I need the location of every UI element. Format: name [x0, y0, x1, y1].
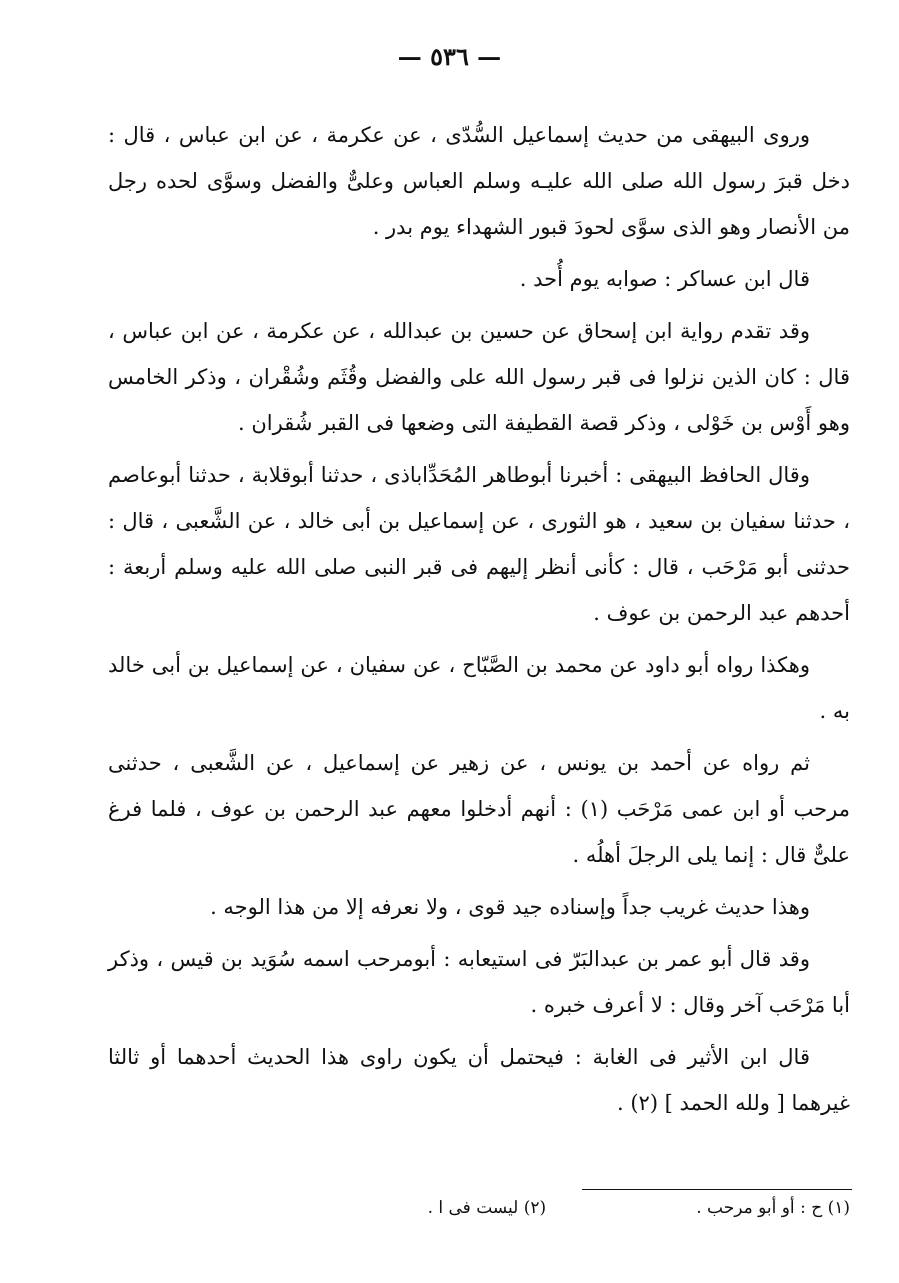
paragraph: وقد تقدم رواية ابن إسحاق عن حسين بن عبدالله ، عن عكرمة ، عن ابن عباس ، قال : كان الذين نزلوا فى قبر رسول الله على والفضل وقُثَم وشُقْران ، وذكر الخامس وهو أَوْس بن خَوْلى ، وذكر قصة القطيفة التى وضعها فى القبر شُقران . — [108, 319, 850, 435]
footnote-divider — [582, 1189, 852, 1190]
footnote: (٢) ليست فى ا . — [427, 1198, 547, 1218]
paragraph: ثم رواه عن أحمد بن يونس ، عن زهير عن إسماعيل ، عن الشَّعبى ، حدثنى مرحب أو ابن عمى مَرْحَب (١) : أنهم أدخلوا معهم عبد الرحمن بن عوف ، فلما فرغ علىٌّ قال : إنما يلى الرجلَ أهلُه . — [108, 751, 850, 867]
paragraph: قال ابن الأثير فى الغابة : فيحتمل أن يكون راوى هذا الحديث أحدهما أو ثالثا غيرهما [ ولله الحمد ] (٢) . — [108, 1045, 850, 1115]
paragraph: وروى البيهقى من حديث إسماعيل السُّدّى ، عن عكرمة ، عن ابن عباس ، قال : دخل قبرَ رسول الله صلى الله عليـه وسلم العباس وعلىٌّ والفضل وسوَّى لحده رجل من الأنصار وهو الذى سوَّى لحودَ قبور الشهداء يوم بدر . — [108, 123, 850, 239]
paragraph: وقد قال أبو عمر بن عبدالبَرّ فى استيعابه : أبومرحب اسمه سُوَيد بن قيس ، وذكر أبا مَرْحَب آخر وقال : لا أعرف خبره . — [108, 947, 850, 1017]
main-text — [108, 112, 850, 1132]
paragraph: قال ابن عساكر : صوابه يوم أُحد . — [519, 267, 810, 291]
paragraph: وقال الحافظ البيهقى : أخبرنا أبوطاهر المُحَدِّاباذى ، حدثنا أبوقلابة ، حدثنا أبوعاصم ، حدثنا سفيان بن سعيد ، هو الثورى ، عن إسماعيل بن أبى خالد ، عن الشَّعبى ، قال : حدثنى أبو مَرْحَب ، قال : كأنى أنظر إليهم فى قبر النبى صلى الله عليه وسلم أربعة : أحدهم عبد الرحمن بن عوف . — [108, 463, 850, 625]
paragraph: وهكذا رواه أبو داود عن محمد بن الصَّبّاح ، عن سفيان ، عن إسماعيل بن أبى خالد به . — [108, 653, 850, 723]
footnote: (١) ح : أو أبو مرحب . — [696, 1198, 850, 1218]
page-number: — ٥٣٦ — — [397, 42, 502, 71]
footnotes — [108, 1194, 850, 1222]
paragraph: وهذا حديث غريب جداً وإسناده جيد قوى ، ولا نعرفه إلا من هذا الوجه . — [210, 895, 810, 919]
